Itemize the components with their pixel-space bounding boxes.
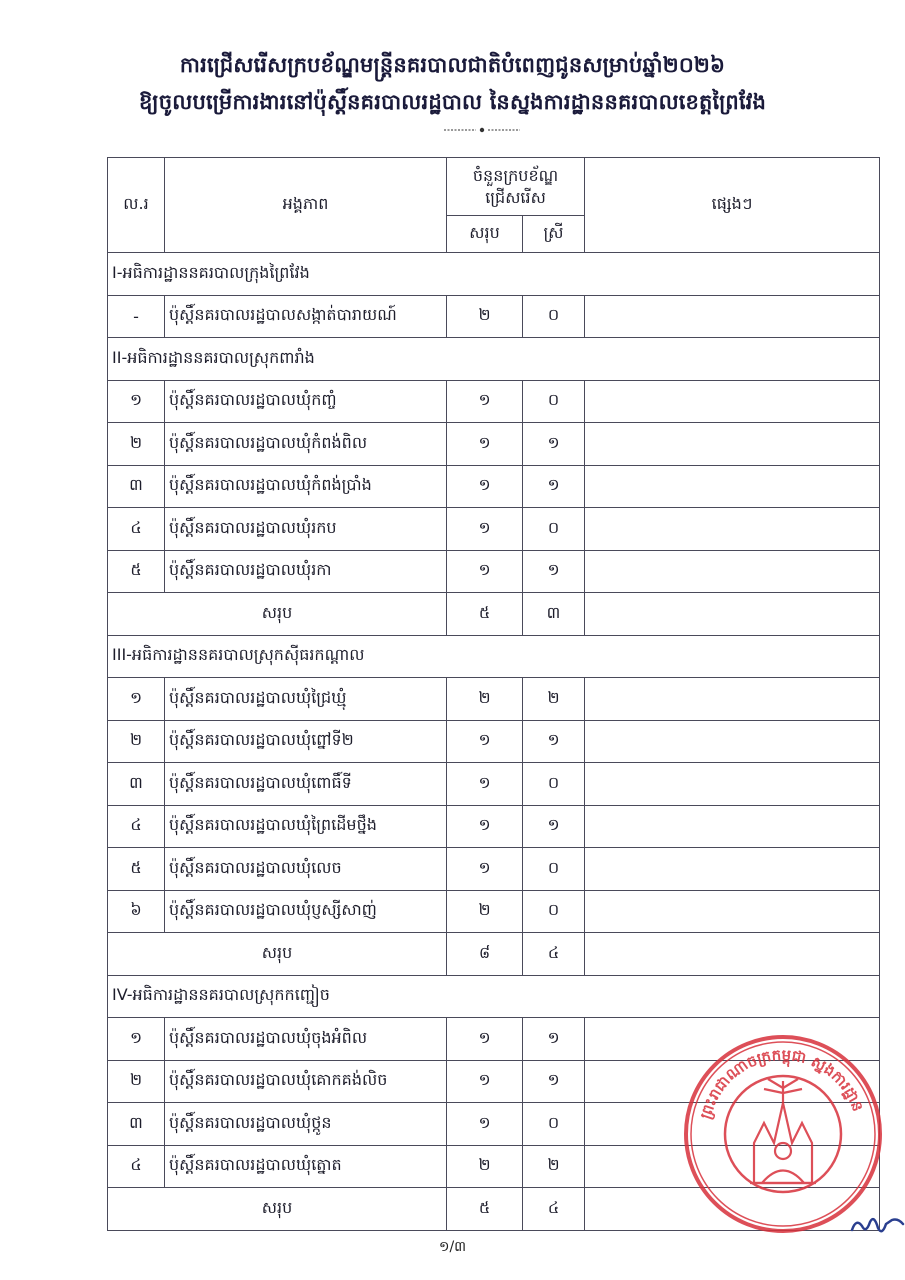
- subtotal-label: សរុប: [108, 933, 447, 976]
- row-unit-name: ប៉ុស្តិ៍នគរបាលរដ្ឋបាលឃុំកំពង់ពិល: [165, 423, 447, 466]
- row-female: ២: [523, 678, 585, 721]
- row-other: [585, 720, 880, 763]
- table-row: [108, 763, 880, 806]
- row-number: ១: [108, 380, 165, 423]
- row-other: [585, 380, 880, 423]
- section-title: III-អធិការដ្ឋាននគរបាលស្រុកស៊ីធរកណ្តាល: [108, 635, 880, 678]
- page-number: ១/៣: [438, 1239, 467, 1255]
- title-divider-ornament: [442, 125, 522, 135]
- row-other: [585, 805, 880, 848]
- row-other: [585, 763, 880, 806]
- row-number: ៥: [108, 550, 165, 593]
- row-female: ០: [523, 508, 585, 551]
- section-header-row: [108, 338, 880, 381]
- row-female: ១: [523, 805, 585, 848]
- row-total: ២: [447, 1145, 523, 1188]
- table-row: [108, 890, 880, 933]
- row-unit-name: ប៉ុស្តិ៍នគរបាលរដ្ឋបាលឃុំព្រៃដើមថ្នឹង: [165, 805, 447, 848]
- row-female: ១: [523, 423, 585, 466]
- row-total: ១: [447, 1018, 523, 1061]
- row-number: ៣: [108, 763, 165, 806]
- document-title: ការជ្រើសរើសក្របខ័ណ្ឌមន្ត្រីនគរបាលជាតិបំពេញជូនសម្រាប់ឆ្នាំ២០២៦: [179, 52, 726, 77]
- header-unit: អង្គភាព: [165, 158, 447, 253]
- row-number: ៤: [108, 805, 165, 848]
- row-total: ២: [447, 678, 523, 721]
- table-row: [108, 295, 880, 338]
- row-other: [585, 678, 880, 721]
- table-row: [108, 720, 880, 763]
- row-female: ១: [523, 1060, 585, 1103]
- section-header-row: [108, 635, 880, 678]
- row-unit-name: ប៉ុស្តិ៍នគរបាលរដ្ឋបាលឃុំពោធិ៍ទី: [165, 763, 447, 806]
- row-unit-name: ប៉ុស្តិ៍នគរបាលរដ្ឋបាលឃុំកំពង់ប្រាំង: [165, 465, 447, 508]
- row-female: ០: [523, 763, 585, 806]
- subtotal-row: [108, 593, 880, 636]
- row-number: ៤: [108, 1145, 165, 1188]
- row-female: ០: [523, 1103, 585, 1146]
- row-unit-name: ប៉ុស្តិ៍នគរបាលរដ្ឋបាលឃុំត្នោត: [165, 1145, 447, 1188]
- row-female: ០: [523, 295, 585, 338]
- row-female: ១: [523, 720, 585, 763]
- document-subtitle: ឱ្យចូលបម្រើការងារនៅប៉ុស្តិ៍នគរបាលរដ្ឋបាល នៃស្នងការដ្ឋាននគរបាលខេត្តព្រៃវែង: [138, 89, 767, 114]
- row-unit-name: ប៉ុស្តិ៍នគរបាលរដ្ឋបាលឃុំរកា: [165, 550, 447, 593]
- row-number: ២: [108, 1060, 165, 1103]
- table-row: [108, 380, 880, 423]
- row-other: [585, 848, 880, 891]
- stamp-ring-text: ព្រះរាជាណាចក្រកម្ពុជា ស្នងការដ្ឋាន: [696, 1045, 868, 1122]
- row-female: ១: [523, 465, 585, 508]
- row-total: ១: [447, 848, 523, 891]
- row-total: ១: [447, 1060, 523, 1103]
- row-female: ០: [523, 380, 585, 423]
- table-row: [108, 550, 880, 593]
- subtotal-label: សរុប: [108, 593, 447, 636]
- row-number: -: [108, 295, 165, 338]
- row-unit-name: ប៉ុស្តិ៍នគរបាលរដ្ឋបាលឃុំចុងអំពិល: [165, 1018, 447, 1061]
- table-row: [108, 805, 880, 848]
- section-title: II-អធិការដ្ឋាននគរបាលស្រុកពារាំង: [108, 338, 880, 381]
- header-no: ល.រ: [108, 158, 165, 253]
- row-unit-name: ប៉ុស្តិ៍នគរបាលរដ្ឋបាលឃុំប្ញស្សីសាញ់: [165, 890, 447, 933]
- header-female: ស្រី: [523, 216, 585, 253]
- row-number: ២: [108, 423, 165, 466]
- row-total: ១: [447, 1103, 523, 1146]
- row-number: ៦: [108, 890, 165, 933]
- row-number: ២: [108, 720, 165, 763]
- table-row: [108, 423, 880, 466]
- row-total: ១: [447, 720, 523, 763]
- subtotal-label: សរុប: [108, 1188, 447, 1231]
- row-unit-name: ប៉ុស្តិ៍នគរបាលរដ្ឋបាលឃុំរកប: [165, 508, 447, 551]
- row-other: [585, 295, 880, 338]
- subtotal-total: ៨: [447, 933, 523, 976]
- official-seal-stamp: [682, 1033, 884, 1235]
- subtotal-total: ៥: [447, 593, 523, 636]
- row-unit-name: ប៉ុស្តិ៍នគរបាលរដ្ឋបាលឃុំថ្កូន: [165, 1103, 447, 1146]
- header-other: ផ្សេងៗ: [585, 158, 880, 253]
- row-number: ៣: [108, 465, 165, 508]
- row-unit-name: ប៉ុស្តិ៍នគរបាលរដ្ឋបាលឃុំជ្រៃឃ្មុំ: [165, 678, 447, 721]
- row-total: ១: [447, 465, 523, 508]
- table-row: [108, 508, 880, 551]
- row-number: ៤: [108, 508, 165, 551]
- subtotal-other: [585, 593, 880, 636]
- row-other: [585, 508, 880, 551]
- row-number: ៥: [108, 848, 165, 891]
- subtotal-total: ៥: [447, 1188, 523, 1231]
- row-total: ១: [447, 550, 523, 593]
- row-total: ២: [447, 295, 523, 338]
- signature-scribble: [848, 1210, 905, 1240]
- row-total: ១: [447, 508, 523, 551]
- section-header-row: [108, 253, 880, 296]
- row-total: ១: [447, 423, 523, 466]
- header-total: សរុប: [447, 216, 523, 253]
- row-unit-name: ប៉ុស្តិ៍នគរបាលរដ្ឋបាលឃុំគោកគង់លិច: [165, 1060, 447, 1103]
- row-other: [585, 890, 880, 933]
- row-female: ០: [523, 890, 585, 933]
- subtotal-row: [108, 933, 880, 976]
- row-female: ២: [523, 1145, 585, 1188]
- row-total: ២: [447, 890, 523, 933]
- row-unit-name: ប៉ុស្តិ៍នគរបាលរដ្ឋបាលសង្កាត់បារាយណ៍: [165, 295, 447, 338]
- row-total: ១: [447, 763, 523, 806]
- row-other: [585, 465, 880, 508]
- section-title: I-អធិការដ្ឋាននគរបាលក្រុងព្រៃវែង: [108, 253, 880, 296]
- row-unit-name: ប៉ុស្តិ៍នគរបាលរដ្ឋបាលឃុំកញ្ចំ: [165, 380, 447, 423]
- row-total: ១: [447, 380, 523, 423]
- row-other: [585, 423, 880, 466]
- table-row: [108, 678, 880, 721]
- row-number: ១: [108, 678, 165, 721]
- subtotal-other: [585, 933, 880, 976]
- subtotal-female: ៤: [523, 933, 585, 976]
- row-number: ១: [108, 1018, 165, 1061]
- row-female: ១: [523, 1018, 585, 1061]
- subtotal-female: ៤: [523, 1188, 585, 1231]
- table-row: [108, 465, 880, 508]
- header-quota-label: ចំនួនក្របខ័ណ្ឌជ្រើសរើស: [472, 165, 559, 207]
- section-header-row: [108, 975, 880, 1018]
- row-number: ៣: [108, 1103, 165, 1146]
- row-other: [585, 550, 880, 593]
- row-unit-name: ប៉ុស្តិ៍នគរបាលរដ្ឋបាលឃុំលេច: [165, 848, 447, 891]
- header-quota: [447, 158, 585, 216]
- row-female: ១: [523, 550, 585, 593]
- row-unit-name: ប៉ុស្តិ៍នគរបាលរដ្ឋបាលឃុំព្នៅទី២: [165, 720, 447, 763]
- subtotal-female: ៣: [523, 593, 585, 636]
- row-female: ០: [523, 848, 585, 891]
- table-row: [108, 848, 880, 891]
- section-title: IV-អធិការដ្ឋាននគរបាលស្រុកកញ្ជៀច: [108, 975, 880, 1018]
- row-total: ១: [447, 805, 523, 848]
